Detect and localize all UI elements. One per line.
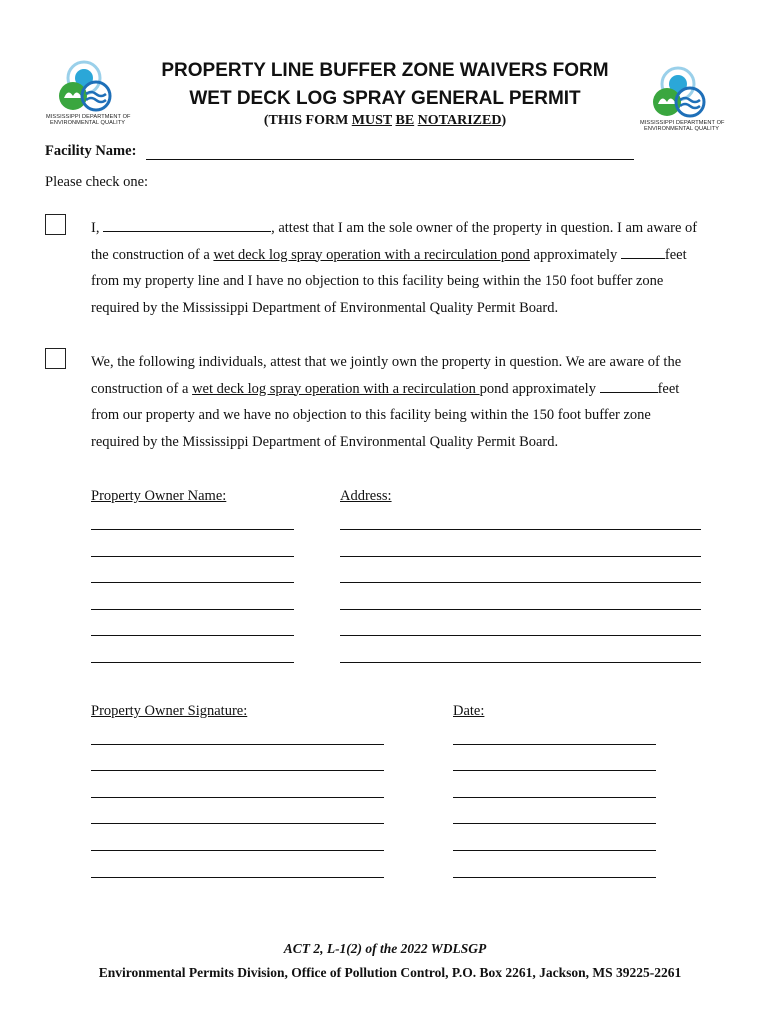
date-header: Date:: [453, 703, 485, 719]
address-field[interactable]: [340, 635, 701, 636]
signature-field[interactable]: [91, 823, 384, 824]
option2-line2: construction of a wet deck log spray operation with a recirculation pond approximately feet: [91, 376, 681, 403]
signature-field[interactable]: [91, 877, 384, 878]
instruction-text: Please check one:: [45, 174, 149, 190]
date-field[interactable]: [453, 877, 656, 878]
property-owner-signature-header: Property Owner Signature:: [91, 703, 248, 719]
address-field[interactable]: [340, 609, 701, 610]
address-field[interactable]: [340, 529, 701, 530]
facility-name-label: Facility Name:: [45, 143, 137, 159]
option1-line3: from my property line and I have no objection to this facility being within the 150 foot buffer zone: [91, 273, 664, 289]
option1-line2: the construction of a wet deck log spray operation with a recirculation pond approximately feet: [91, 242, 697, 269]
date-field[interactable]: [453, 770, 656, 771]
joint-owners-checkbox[interactable]: [45, 348, 66, 369]
option1-line4: required by the Mississippi Department of Environmental Quality Permit Board.: [91, 299, 559, 316]
owner-name-field[interactable]: [91, 635, 294, 636]
owner-name-field[interactable]: [91, 662, 294, 663]
signature-field[interactable]: [91, 850, 384, 851]
signature-field[interactable]: [91, 797, 384, 798]
date-field[interactable]: [453, 744, 656, 745]
sole-owner-checkbox[interactable]: [45, 214, 66, 235]
option1-line1: I, , attest that I am the sole owner of the property in question. I am aware of: [91, 215, 697, 242]
logo-caption-line2: ENVIRONMENTAL QUALITY: [50, 120, 126, 126]
property-owner-name-header: Property Owner Name:: [91, 488, 227, 504]
signature-field[interactable]: [91, 770, 384, 771]
facility-name-field[interactable]: [146, 159, 634, 160]
sole-owner-statement: [91, 215, 697, 321]
date-field[interactable]: [453, 797, 656, 798]
address-field[interactable]: [340, 662, 701, 663]
logo-caption-line1: MISSISSIPPI DEPARTMENT OF: [640, 120, 725, 126]
division-address: Environmental Permits Division, Office of Pollution Control, P.O. Box 2261, Jackson, MS 39225-2261: [98, 965, 682, 980]
distance-blank[interactable]: [600, 378, 658, 393]
owner-name-field[interactable]: [91, 529, 294, 530]
option2-line3: from our property and we have no objection to this facility being within the 150 foot buffer zone: [91, 407, 651, 423]
owner-name-blank[interactable]: [103, 217, 271, 232]
form-subtitle: WET DECK LOG SPRAY GENERAL PERMIT: [189, 88, 581, 109]
logo-caption-line1: MISSISSIPPI DEPARTMENT OF: [46, 114, 131, 120]
signature-field[interactable]: [91, 744, 384, 745]
permit-reference: ACT 2, L-1(2) of the 2022 WDLSGP: [283, 941, 487, 956]
address-header: Address:: [340, 488, 392, 504]
owner-name-field[interactable]: [91, 609, 294, 610]
address-field[interactable]: [340, 582, 701, 583]
date-field[interactable]: [453, 850, 656, 851]
option2-line4: required by the Mississippi Department of Environmental Quality Permit Board.: [91, 433, 559, 450]
form-title: PROPERTY LINE BUFFER ZONE WAIVERS FORM: [161, 60, 609, 81]
option2-line1: We, the following individuals, attest that we jointly own the property in question. We are aware of the: [91, 354, 682, 370]
distance-blank[interactable]: [621, 244, 665, 259]
notarized-notice: (THIS FORM MUST BE NOTARIZED): [263, 113, 507, 128]
owner-name-field[interactable]: [91, 582, 294, 583]
joint-owners-statement: [91, 349, 681, 455]
address-field[interactable]: [340, 556, 701, 557]
owner-name-field[interactable]: [91, 556, 294, 557]
date-field[interactable]: [453, 823, 656, 824]
logo-caption-line2: ENVIRONMENTAL QUALITY: [644, 126, 720, 132]
